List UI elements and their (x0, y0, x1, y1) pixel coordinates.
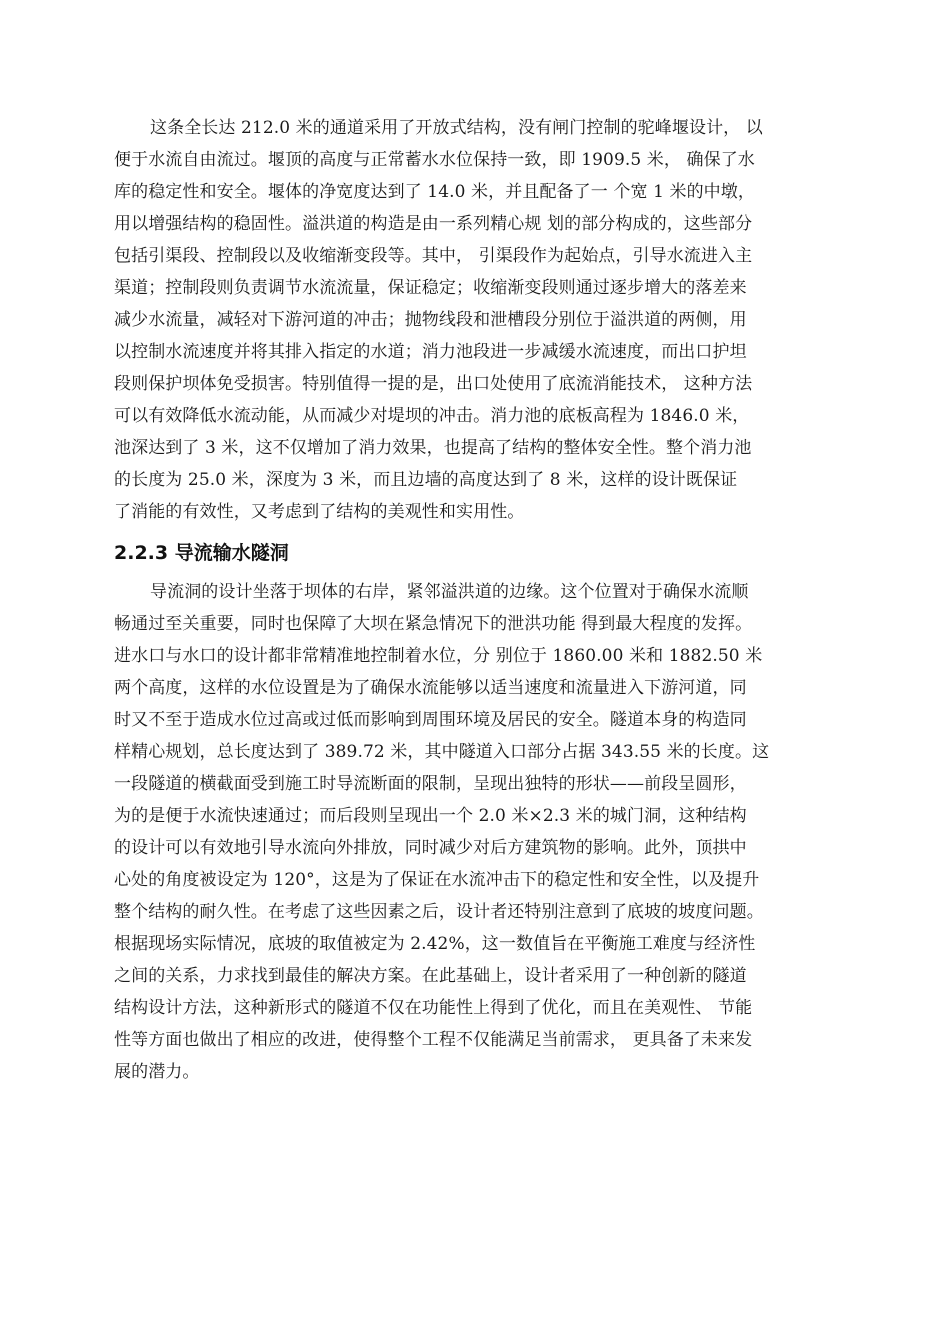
paragraph-line: 为的是便于水流快速通过；而后段则呈现出一个 2.0 米×2.3 米的城门洞，这种结构 (114, 806, 747, 826)
paragraph-line: 一段隧道的横截面受到施工时导流断面的限制，呈现出独特的形状——前段呈圆形， (114, 774, 747, 794)
spillway-paragraph (114, 112, 850, 528)
paragraph-line: 的设计可以有效地引导水流向外排放，同时减少对后方建筑物的影响。此外，顶拱中 (114, 838, 747, 858)
paragraph-line: 之间的关系，力求找到最佳的解决方案。在此基础上，设计者采用了一种创新的隧道 (114, 966, 747, 986)
paragraph-line: 这条全长达 212.0 米的通道采用了开放式结构，没有闸门控制的驼峰堰设计， 以 (150, 118, 763, 138)
paragraph-line: 库的稳定性和安全。堰体的净宽度达到了 14.0 米，并且配备了一 个宽 1 米的中墩， (114, 182, 755, 202)
paragraph-line: 便于水流自由流过。堰顶的高度与正常蓄水水位保持一致，即 1909.5 米， 确保了水 (114, 150, 755, 170)
paragraph-line: 减少水流量，减轻对下游河道的冲击；抛物线段和泄槽段分别位于溢洪道的两侧，用 (114, 310, 747, 330)
paragraph-line: 时又不至于造成水位过高或过低而影响到周围环境及居民的安全。隧道本身的构造同 (114, 710, 747, 730)
paragraph-line: 渠道；控制段则负责调节水流流量，保证稳定；收缩渐变段则通过逐步增大的落差来 (114, 278, 747, 298)
paragraph-line: 导流洞的设计坐落于坝体的右岸，紧邻溢洪道的边缘。这个位置对于确保水流顺 (150, 582, 749, 602)
paragraph-line: 以控制水流速度并将其排入指定的水道；消力池段进一步减缓水流速度，而出口护坦 (114, 342, 747, 362)
diversion-tunnel-paragraph (114, 576, 850, 1088)
paragraph-line: 根据现场实际情况，底坡的取值被定为 2.42%，这一数值旨在平衡施工难度与经济性 (114, 934, 756, 954)
paragraph-line: 的长度为 25.0 米，深度为 3 米，而且边墙的高度达到了 8 米，这样的设计既保证 (114, 470, 738, 490)
paragraph-line: 畅通过至关重要，同时也保障了大坝在紧急情况下的泄洪功能 得到最大程度的发挥。 (114, 614, 753, 634)
paragraph-line: 包括引渠段、控制段以及收缩渐变段等。其中， 引渠段作为起始点，引导水流进入主 (114, 246, 753, 266)
paragraph-line: 结构设计方法，这种新形式的隧道不仅在功能性上得到了优化，而且在美观性、 节能 (114, 998, 753, 1018)
paragraph-line: 整个结构的耐久性。在考虑了这些因素之后，设计者还特别注意到了底坡的坡度问题。 (114, 902, 764, 922)
paragraph-line: 样精心规划，总长度达到了 389.72 米，其中隧道入口部分占据 343.55 米的长度。这 (114, 742, 770, 762)
paragraph-line: 心处的角度被设定为 120°，这是为了保证在水流冲击下的稳定性和安全性，以及提升 (114, 870, 760, 890)
paragraph-line: 可以有效降低水流动能，从而减少对堤坝的冲击。消力池的底板高程为 1846.0 米， (114, 406, 750, 426)
paragraph-line: 性等方面也做出了相应的改进，使得整个工程不仅能满足当前需求， 更具备了未来发 (114, 1030, 753, 1050)
paragraph-line: 进水口与水口的设计都非常精准地控制着水位，分 别位于 1860.00 米和 1882.50 米 (114, 646, 763, 666)
document-body (114, 112, 850, 1088)
paragraph-line: 两个高度，这样的水位设置是为了确保水流能够以适当速度和流量进入下游河道，同 (114, 678, 747, 698)
section-heading: 2.2.3 导流输水隧洞 (114, 542, 289, 564)
paragraph-line: 池深达到了 3 米，这不仅增加了消力效果，也提高了结构的整体安全性。整个消力池 (114, 438, 752, 458)
paragraph-line: 了消能的有效性，又考虑到了结构的美观性和实用性。 (114, 502, 525, 522)
paragraph-line: 用以增强结构的稳固性。溢洪道的构造是由一系列精心规 划的部分构成的，这些部分 (114, 214, 753, 234)
paragraph-line: 展的潜力。 (114, 1062, 200, 1082)
paragraph-line: 段则保护坝体免受损害。特别值得一提的是，出口处使用了底流消能技术， 这种方法 (114, 374, 753, 394)
